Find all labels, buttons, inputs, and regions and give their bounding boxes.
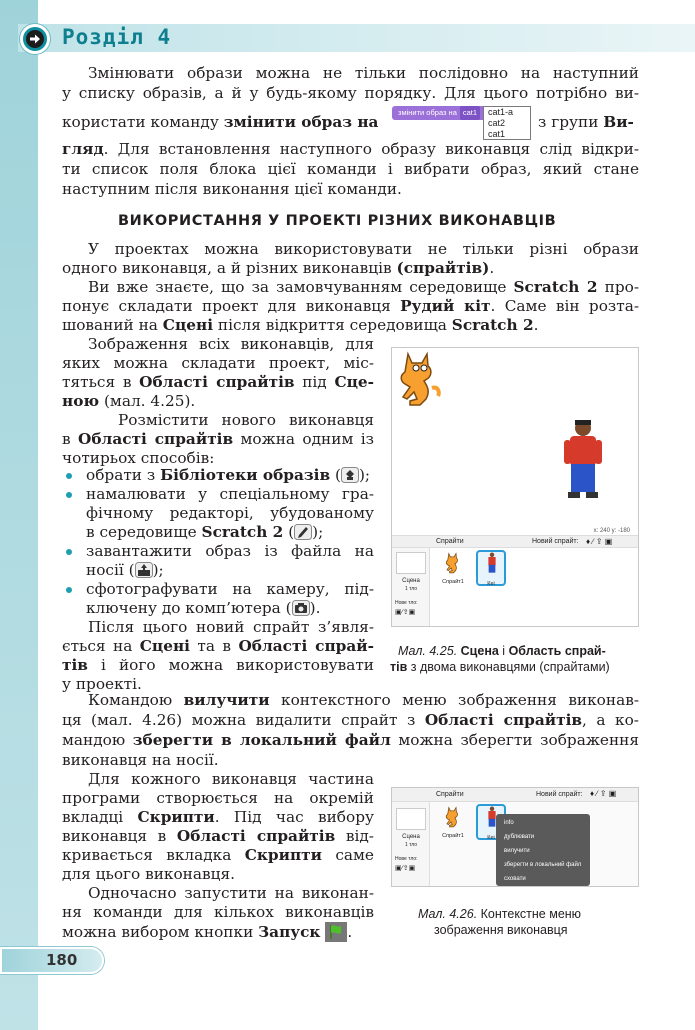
- new-backdrop-label: Нове тло:: [395, 600, 418, 606]
- new-sprite-icons[interactable]: ♦ ∕ ⇪ ▣: [586, 537, 613, 546]
- sprite-thumb-cat[interactable]: [440, 552, 466, 584]
- menu-item-info[interactable]: info: [504, 820, 514, 826]
- bullet-dot: [66, 587, 72, 593]
- costume-library-icon: [341, 467, 359, 483]
- sprites-tab-label: Спрайти: [436, 791, 464, 798]
- sec-p1-line2: одного виконавця, а й різних виконавців (спрайтів).: [62, 259, 495, 277]
- intro-line-2: у списку образів, а й у будь-якому порядку. Для цього потрібно ви-: [62, 84, 639, 102]
- col-line-4: ною (мал. 4.25).: [62, 392, 196, 410]
- intro-line-3a: користати команду змінити образ на: [62, 113, 379, 131]
- section-heading: ВИКОРИСТАННЯ У ПРОЕКТІ РІЗНИХ ВИКОНАВЦІВ: [118, 213, 557, 229]
- new-sprite-label: Новий спрайт:: [532, 538, 579, 545]
- col2-line-1: Для кожного виконавця частина: [88, 770, 374, 788]
- stage-thumb-panel[interactable]: [392, 548, 430, 626]
- menu-item-hide[interactable]: сховати: [504, 876, 526, 882]
- intro-line-5: ти список поля блока цієї команди і вибрати образ, який стане: [62, 160, 639, 178]
- col-line-5: Розмістити нового виконавця: [118, 411, 374, 429]
- bullet-dot: [66, 473, 72, 479]
- bullet-dot: [66, 549, 72, 555]
- p3-line-1: Командою вилучити контекстного меню зображення виконав-: [88, 691, 639, 709]
- p3-line-3: мандою зберегти в локальний файл можна зберегти зображення: [62, 731, 639, 749]
- page-left-band: [0, 0, 38, 1030]
- figure-context-menu: [391, 787, 639, 887]
- col2-line-5: кривається вкладка Скрипти саме: [62, 846, 374, 864]
- sec-p1-line1: У проектах можна використовувати не тільки різні образи: [88, 240, 639, 258]
- figure-caption-4-26-line2: зображення виконавця: [434, 923, 568, 937]
- sprite-thumb-boy[interactable]: [476, 550, 506, 586]
- boy-sprite-image: [562, 418, 604, 504]
- col2-line-6: для цього виконавця.: [62, 865, 235, 883]
- sprite-thumb-cat[interactable]: [440, 806, 466, 838]
- sec-p2-line1: Ви вже знаєте, що за замовчуванням середовище Scratch 2 про-: [88, 278, 639, 296]
- menu-item-delete[interactable]: вилучити: [504, 848, 530, 854]
- costume-dropdown[interactable]: cat1: [460, 106, 480, 120]
- col2-line-3: вкладці Скрипти. Під час вибору: [62, 808, 374, 826]
- bullet-4-line1: сфотографувати на камеру, під-: [86, 580, 374, 598]
- sec-p2-line2: понує складати проект для виконавця Рудий кіт. Саме він розта-: [62, 297, 639, 315]
- col-d-line-4: у проекті.: [62, 675, 142, 693]
- stage-sub: 1 тло: [404, 586, 418, 592]
- col-d-line-1: Після цього новий спрайт з’явля-: [88, 618, 374, 636]
- sprite-name: Спрайт1: [442, 833, 464, 839]
- col-d-line-3: тів і його можна використовувати: [62, 656, 374, 674]
- paint-brush-icon: [294, 524, 312, 540]
- col-d-line-2: ється на Сцені та в Області спрай-: [62, 637, 374, 655]
- bullet-2-line2: фічному редакторі, убудованому: [86, 504, 374, 522]
- camera-icon: [292, 600, 310, 616]
- menu-item-save-local[interactable]: зберегти в локальний файл: [504, 862, 582, 868]
- sprite-name: Кеі: [487, 581, 495, 587]
- bullet-3-line1: завантажити образ із файла на: [86, 542, 374, 560]
- stage-area: [392, 348, 638, 528]
- bullet-4-line2: ключену до комп’ютера ( ).: [86, 599, 321, 617]
- bullet-dot: [66, 492, 72, 498]
- col-line-2: яких можна складати проект, міс-: [62, 354, 374, 372]
- sprite-context-menu: [496, 814, 590, 886]
- sprite-name: Кеі: [487, 835, 495, 841]
- col2-line-7: Одночасно запустити на виконан-: [88, 884, 374, 902]
- bullet-1: обрати з Бібліотеки образів ( );: [86, 466, 371, 484]
- stage-label: Сцена: [402, 834, 420, 840]
- col-line-1: Зображення всіх виконавців, для: [88, 335, 374, 353]
- col-line-6: в Області спрайтів можна одним із: [62, 430, 374, 448]
- col2-line-4: виконавця в Області спрайтів від-: [62, 827, 374, 845]
- bullet-2-line1: намалювати у спеціальному гра-: [86, 485, 374, 503]
- sprites-tab-label: Спрайти: [436, 538, 464, 545]
- upload-file-icon: [135, 562, 153, 578]
- bullet-3-line2: носії ( );: [86, 561, 164, 579]
- sprites-panel-header: [392, 788, 638, 802]
- intro-line-3b: з групи Ви-: [538, 113, 634, 131]
- costume-option[interactable]: cat1-a: [488, 107, 514, 117]
- costume-option[interactable]: cat2: [488, 118, 506, 128]
- arrow-right-icon: [20, 24, 50, 54]
- col-line-7: чотирьох способів:: [62, 449, 215, 467]
- stage-sub: 1 тло: [404, 842, 418, 848]
- p3-line-2: ця (мал. 4.26) можна видалити спрайт з Області спрайтів, а ко-: [62, 711, 639, 729]
- new-sprite-icons[interactable]: ♦ ∕ ⇪ ▣: [590, 789, 617, 798]
- chapter-title: Розділ 4: [62, 25, 172, 49]
- intro-line-1: Змінювати образи можна не тільки послідовно на наступний: [88, 64, 639, 82]
- col2-line-8: ня команди для кількох виконавців: [62, 903, 374, 921]
- p3-line-4: виконавця на носії.: [62, 751, 219, 769]
- change-costume-block: змінити образ на cat1: [392, 106, 486, 120]
- costume-option[interactable]: cat1: [488, 129, 506, 139]
- col2-line-9: можна вибором кнопки Запуск .: [62, 923, 353, 941]
- cat-sprite-image: [396, 350, 442, 408]
- sprite-name: Спрайт1: [442, 579, 464, 585]
- intro-line-4: гляд. Для встановлення наступного образу виконавця слід відкри-: [62, 140, 639, 158]
- figure-stage-sprites: [391, 347, 639, 627]
- new-backdrop-icons[interactable]: ▣∕⇪▣: [395, 609, 416, 616]
- stage-label: Сцена: [402, 578, 420, 584]
- stage-coords: x: 240 y: -180: [593, 528, 630, 534]
- bullet-2-line3: в середовище Scratch 2 ( );: [86, 523, 324, 541]
- stage-thumb-panel[interactable]: [392, 802, 430, 886]
- new-backdrop-icons[interactable]: ▣∕⇪▣: [395, 865, 416, 872]
- sprites-panel-header: [392, 535, 638, 548]
- new-sprite-label: Новий спрайт:: [536, 791, 583, 798]
- sec-p2-line3: шований на Сцені після відкриття середовища Scratch 2.: [62, 316, 539, 334]
- page-number: 180: [46, 951, 78, 969]
- green-flag-icon[interactable]: [325, 922, 347, 942]
- figure-caption-4-25-line2: тів з двома виконавцями (спрайтами): [390, 660, 610, 674]
- col2-line-2: програми створюється на окремій: [62, 789, 374, 807]
- intro-line-6: наступним після виконання цієї команди.: [62, 180, 402, 198]
- new-backdrop-label: Нове тло:: [395, 856, 418, 862]
- stage-thumbnail[interactable]: [396, 552, 426, 574]
- figure-caption-4-26: Мал. 4.26. Контекстне меню: [418, 907, 582, 921]
- menu-item-duplicate[interactable]: дублювати: [504, 834, 535, 840]
- col-line-3: тяться в Області спрайтів під Сце-: [62, 373, 374, 391]
- stage-thumbnail[interactable]: [396, 808, 426, 830]
- figure-caption-4-25: Мал. 4.25. Сцена і Область спрай-: [398, 644, 606, 658]
- costume-dropdown-list: [483, 106, 531, 140]
